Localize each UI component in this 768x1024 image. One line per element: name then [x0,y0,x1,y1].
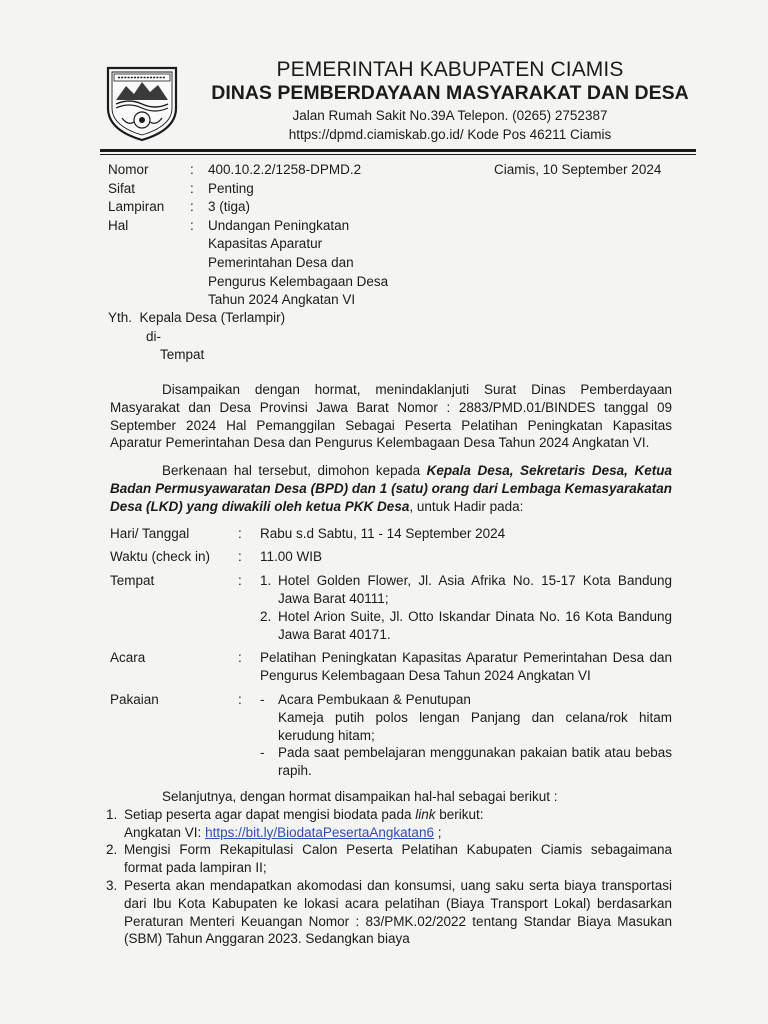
nomor-label: Nomor [108,162,149,177]
letterhead-rule-thin [100,154,696,155]
dash-bullet: - [260,691,265,707]
hari-label: Hari/ Tanggal [110,525,190,541]
lampiran-label: Lampiran [108,199,165,215]
list-text: Peserta akan mendapatkan akomodasi dan konsumsi, uang saku serta biaya transportasi dari Ibu Kota Kabupaten ke lokasi acara pelatihan (Biaya Transport Lokal) berdasarkan Peraturan Menteri Keuangan Nomor : 83/PMK.02/2022 tentang Standar Biaya Masukan (SBM) Tahun Anggaran 2023. Sedangkan biaya [124,877,672,947]
list-number: 2. [106,842,118,858]
list-item [106,877,672,948]
colon: : [238,691,242,707]
letter-date: Ciamis, 10 September 2024 [494,162,662,177]
invitation-text-start: Berkenaan hal tersebut, dimohon kepada [162,463,427,479]
dress-item-title: Acara Pembukaan & Penutupan [278,691,471,707]
pakaian-value [260,691,672,780]
acara-value: Pelatihan Peningkatan Kapasitas Aparatur Pemerintahan Desa dan Pengurus Kelembagaan Desa Tahun 2024 Angkatan VI [260,650,672,684]
colon: : [190,199,194,215]
letterhead-government: PEMERINTAH KABUPATEN CIAMIS [276,58,624,81]
list-text [124,806,672,842]
dress-item [260,744,672,780]
tempat-label: Tempat [110,573,155,589]
list-number: 3. [106,877,118,893]
letter-body [106,381,672,948]
event-details [110,525,672,780]
list-number: 1. [106,806,118,822]
list-text-part: Angkatan VI: [124,824,206,840]
addressee-tempat: Tempat [160,347,205,363]
list-text-part: Setiap peserta agar dapat mengisi biodata pada [124,806,416,822]
lampiran-value: 3 (tiga) [208,199,251,215]
acara-label: Acara [110,650,146,666]
letterhead-website: https://dpmd.ciamiskab.go.id/ Kode Pos 46211 Ciamis [288,127,612,142]
addressee-di: di- [146,328,162,344]
hal-line: Tahun 2024 Angkatan VI [208,292,356,308]
addressee-recipient: Yth. Kepala Desa (Terlampir) [108,310,286,325]
dress-item-detail: Kameja putih polos lengan Panjang dan celana/rok hitam kerudung hitam; [278,709,672,743]
letterhead-rule-thick [100,149,696,152]
venue-number: 1. [260,573,272,589]
hal-label: Hal [108,217,129,233]
colon: : [238,549,242,565]
list-item [106,841,672,877]
colon: : [190,162,194,177]
hal-line: Pemerintahan Desa dan [208,254,354,270]
biodata-link[interactable]: https://bit.ly/BiodataPesertaAngkatan6 [205,824,434,840]
colon: : [190,217,194,233]
closing-intro: Selanjutnya, dengan hormat disampaikan hal-hal sebagai berikut : [162,788,558,804]
invitation-paragraph [110,462,672,515]
invitation-participants: Kepala Desa, Sekretaris Desa, Ketua Badan Permusyawaratan Desa (BPD) dan 1 (satu) orang dari Lembaga Kemasyarakatan Desa (LKD) yang diwakili oleh ketua PKK Desa [110,463,672,514]
hal-line: Kapasitas Aparatur [208,236,323,252]
dash-bullet: - [260,745,265,761]
sifat-value: Penting [208,180,254,196]
waktu-label: Waktu (check in) [110,549,211,565]
waktu-value: 11.00 WIB [260,549,323,565]
list-text-part: ; [433,824,442,840]
venue-text: Hotel Arion Suite, Jl. Otto Iskandar Dinata No. 16 Kota Bandung Jawa Barat 40171. [278,608,672,642]
colon: : [238,525,242,541]
venue-item [260,572,672,608]
letterhead-agency: DINAS PEMBERDAYAAN MASYARAKAT DAN DESA [211,82,689,104]
hari-value: Rabu s.d Sabtu, 11 - 14 September 2024 [260,525,506,541]
letterhead [190,58,710,144]
opening-paragraph: Disampaikan dengan hormat, menindaklanjuti Surat Dinas Pemberdayaan Masyarakat dan Desa Provinsi Jawa Barat Nomor : 2883/PMD.01/BINDES tanggal 09 September 2024 Hal Pemanggilan Sebagai Peserta Pelatihan Peningkatan Kapasitas Aparatur Pemerintahan Desa dan Pengurus Kelembagaan Desa Tahun 2024 Angkatan VI. [110,382,672,451]
tempat-value [260,572,672,643]
list-text: Mengisi Form Rekapitulasi Calon Peserta Pelatihan Kabupaten Ciamis sebagaimana format pada lampiran II; [124,842,672,876]
venue-item [260,608,672,644]
hal-line: Undangan Peningkatan [208,217,350,233]
colon: : [238,573,242,589]
nomor-value: 400.10.2.2/1258-DPMD.2 [208,162,362,177]
list-item [106,806,672,842]
venue-number: 2. [260,608,272,624]
reference-block [108,161,428,310]
addressee-block [108,309,285,365]
invitation-text-end: , untuk Hadir pada: [409,498,524,514]
notes-list [106,806,672,948]
hal-line: Pengurus Kelembagaan Desa [208,273,389,289]
dress-item [260,691,672,709]
colon: : [238,650,242,666]
link-word: link [415,806,436,822]
letterhead-address: Jalan Rumah Sakit No.39A Telepon. (0265) 2752387 [292,108,608,123]
colon: : [190,180,194,196]
venue-text: Hotel Golden Flower, Jl. Asia Afrika No. 15-17 Kota Bandung Jawa Barat 40111; [278,573,672,606]
sifat-label: Sifat [108,180,136,196]
dress-item-title: Pada saat pembelajaran menggunakan pakaian batik atau bebas rapih. [278,745,672,779]
ciamis-regency-emblem-icon [104,64,180,142]
hal-value [208,217,428,310]
pakaian-label: Pakaian [110,691,159,707]
list-text-part: berikut: [435,806,484,822]
